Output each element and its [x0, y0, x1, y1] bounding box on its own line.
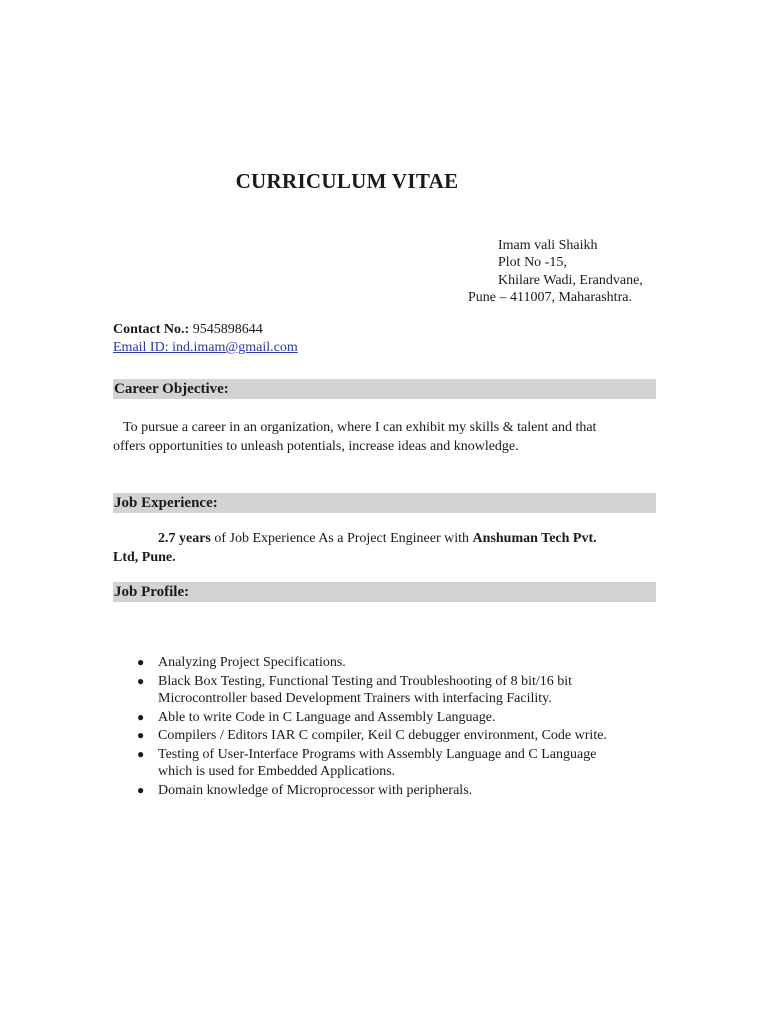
address-name: Imam vali Shaikh [498, 238, 598, 253]
career-objective-text [113, 418, 658, 456]
list-item [113, 782, 658, 799]
list-item-text-cont: Microcontroller based Development Trainers with interfacing Facility. [158, 691, 552, 706]
bullet-icon: ● [137, 728, 145, 743]
section-heading: Job Experience: [114, 495, 218, 511]
bullet-icon: ● [137, 746, 145, 761]
list-item-text: Domain knowledge of Microprocessor with peripherals. [158, 782, 473, 798]
list-item [113, 727, 658, 744]
list-item-text: Able to write Code in C Language and Assembly Language. [158, 709, 496, 725]
address-city: Pune – 411007, Maharashtra. [468, 290, 632, 305]
section-career-objective [113, 379, 656, 399]
section-heading: Job Profile: [114, 584, 190, 600]
experience-company-cont: Ltd, Pune. [113, 550, 176, 565]
experience-years: 2.7 years [158, 531, 211, 546]
section-heading: Career Objective: [114, 381, 229, 397]
bullet-icon: ● [137, 709, 145, 724]
contact-block [113, 321, 298, 357]
job-profile-list [113, 654, 658, 800]
list-item-text: Compilers / Editors IAR C compiler, Keil C debugger environment, Code write. [158, 728, 607, 744]
list-item [113, 709, 658, 726]
list-item-text: Analyzing Project Specifications. [158, 655, 346, 670]
section-job-profile [113, 582, 656, 602]
list-item [113, 746, 658, 781]
contact-phone-value: 9545898644 [189, 322, 263, 337]
experience-line [158, 529, 597, 548]
experience-company: Anshuman Tech Pvt. [472, 531, 597, 546]
career-objective-line: offers opportunities to unleash potentials, increase ideas and knowledge. [113, 439, 519, 454]
experience-line-cont [113, 548, 176, 567]
address-plot: Plot No -15, [498, 255, 567, 270]
contact-phone-label: Contact No.: [113, 322, 190, 337]
list-item-text-cont: which is used for Embedded Applications. [158, 764, 396, 780]
section-job-experience [113, 493, 656, 513]
list-item-text: Testing of User-Interface Programs with Assembly Language and C Language [158, 746, 597, 762]
contact-email-link[interactable]: Email ID: ind.imam@gmail.com [113, 340, 298, 355]
bullet-icon: ● [137, 655, 145, 669]
list-item-text: Black Box Testing, Functional Testing and Troubleshooting of 8 bit/16 bit [158, 673, 573, 689]
experience-description: of Job Experience As a Project Engineer with [210, 531, 473, 546]
contact-phone-line [113, 321, 298, 339]
document-title: CURRICULUM VITAE [235, 169, 459, 193]
list-item [113, 673, 658, 708]
bullet-icon: ● [137, 782, 145, 797]
list-item [113, 654, 658, 671]
bullet-icon: ● [137, 673, 145, 688]
address-locality: Khilare Wadi, Erandvane, [498, 273, 643, 288]
career-objective-line: To pursue a career in an organization, where I can exhibit my skills & talent and that [123, 420, 597, 435]
